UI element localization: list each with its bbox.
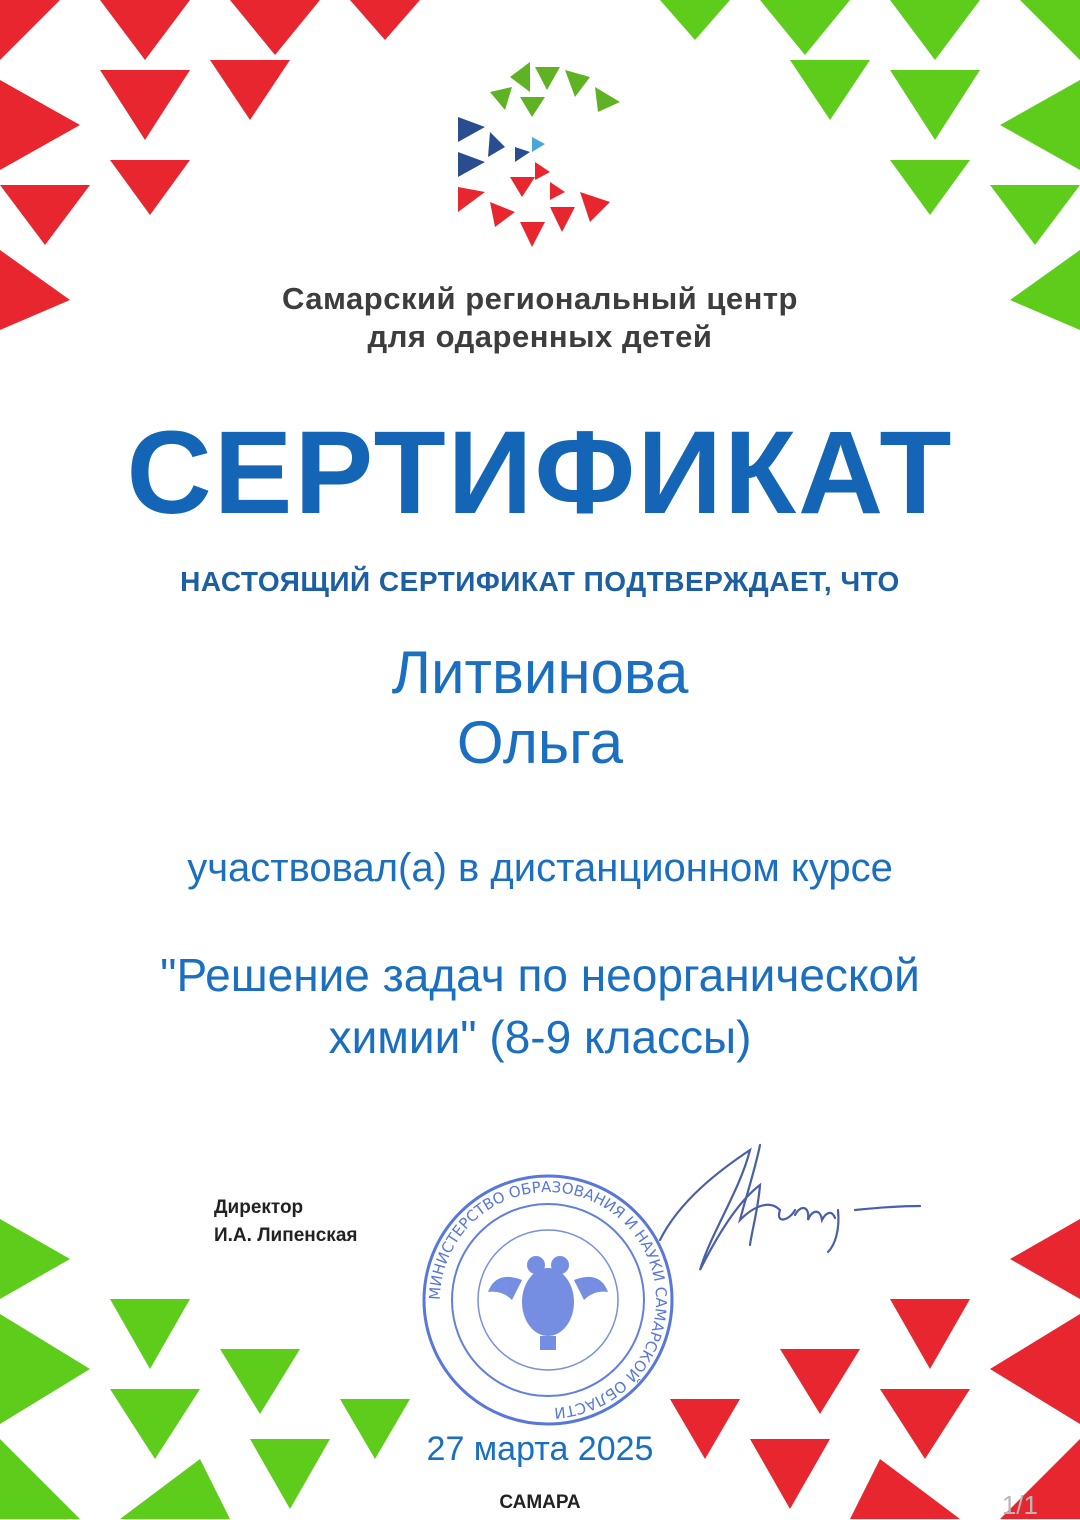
organization-name-line1: Самарский региональный центр bbox=[282, 281, 798, 316]
issue-date: 27 марта 2025 bbox=[426, 1430, 654, 1468]
official-seal bbox=[418, 1170, 678, 1430]
recipient-first-name: Ольга bbox=[456, 709, 624, 776]
signatory bbox=[214, 1194, 357, 1250]
organization-logo bbox=[450, 62, 635, 262]
page-indicator: 1/1 bbox=[1001, 1490, 1038, 1520]
signatory-role: Директор bbox=[214, 1197, 304, 1218]
certificate-title: СЕРТИФИКАТ bbox=[126, 407, 954, 539]
seal-text: МИНИСТЕРСТВО ОБРАЗОВАНИЯ И НАУКИ САМАРСКОЙ ОБЛАСТИ bbox=[425, 1177, 671, 1422]
course-title-line2: химии" (8-9 классы) bbox=[328, 1011, 752, 1063]
course-title bbox=[90, 944, 990, 1068]
recipient-name bbox=[0, 638, 1080, 778]
signatory-name: И.А. Липенская bbox=[214, 1225, 358, 1246]
director-signature bbox=[640, 1140, 930, 1290]
participation-text: участвовал(а) в дистанционном курсе bbox=[187, 846, 893, 890]
decorative-triangles-bottom-left bbox=[0, 1219, 420, 1519]
course-title-line1: "Решение задач по неорганической bbox=[160, 949, 920, 1001]
organization-name-line2: для одаренных детей bbox=[367, 319, 713, 354]
issue-city: САМАРА bbox=[499, 1492, 581, 1513]
recipient-surname: Литвинова bbox=[391, 639, 689, 706]
organization-name bbox=[150, 280, 930, 356]
certificate-subtitle: НАСТОЯЩИЙ СЕРТИФИКАТ ПОДТВЕРЖДАЕТ, ЧТО bbox=[180, 566, 900, 597]
